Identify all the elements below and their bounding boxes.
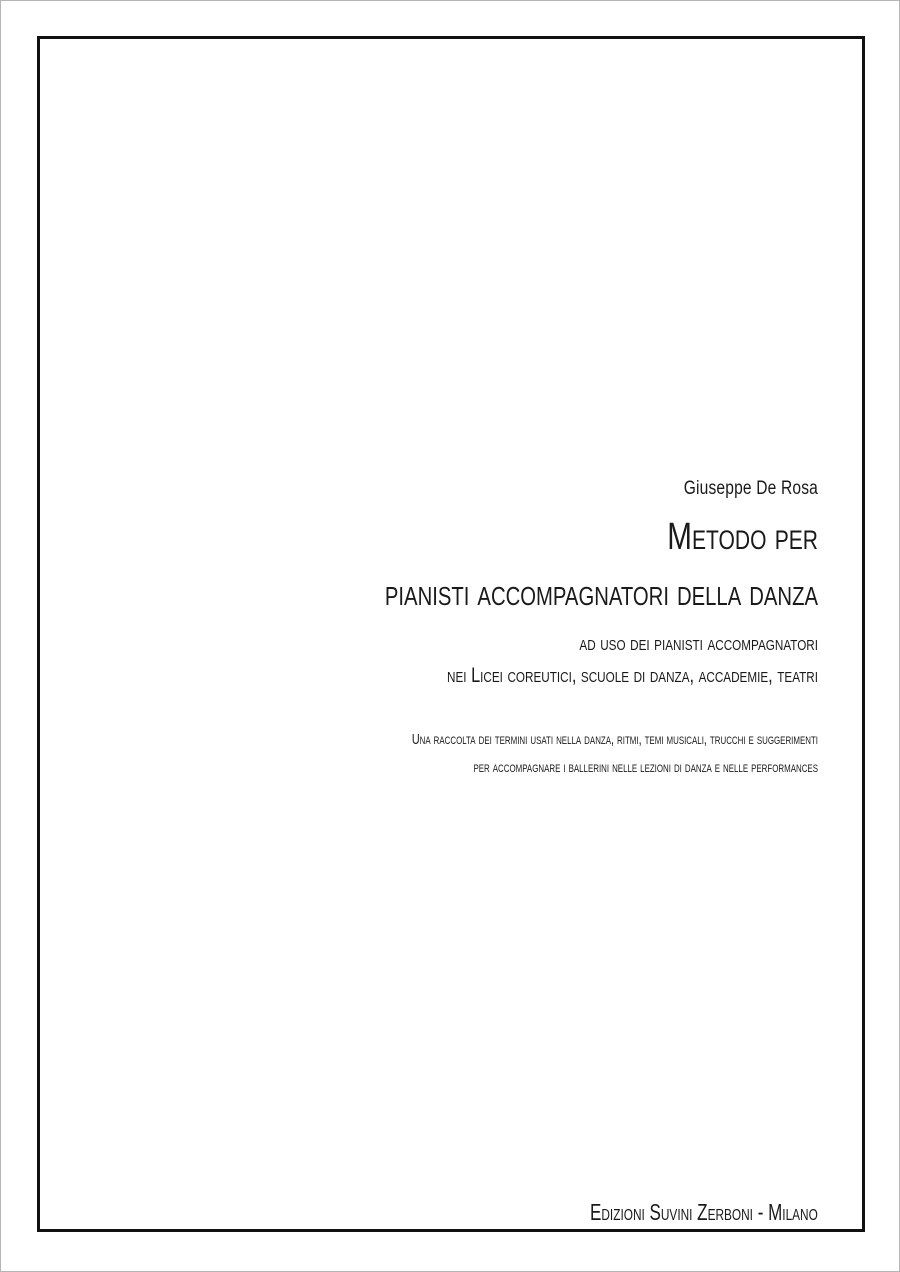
author-name: Giuseppe De Rosa	[683, 478, 818, 499]
description-line-2: per accompagnare i ballerini nelle lezioni di danza e nelle performances	[473, 759, 818, 776]
subtitle-line-2: nei Licei coreutici, scuole di danza, accademie, teatri	[447, 664, 818, 687]
cover-frame	[37, 36, 865, 1232]
publisher: Edizioni Suvini Zerboni - Milano	[590, 1199, 818, 1225]
title-line-2: pianisti accompagnatori della danza	[384, 572, 818, 613]
title-line-1: Metodo per	[667, 516, 818, 558]
subtitle-line-1: ad uso dei pianisti accompagnatori	[579, 632, 818, 655]
description-line-1: Una raccolta dei termini usati nella danza, ritmi, temi musicali, trucchi e suggerimenti	[411, 731, 818, 748]
title-block	[78, 477, 818, 782]
